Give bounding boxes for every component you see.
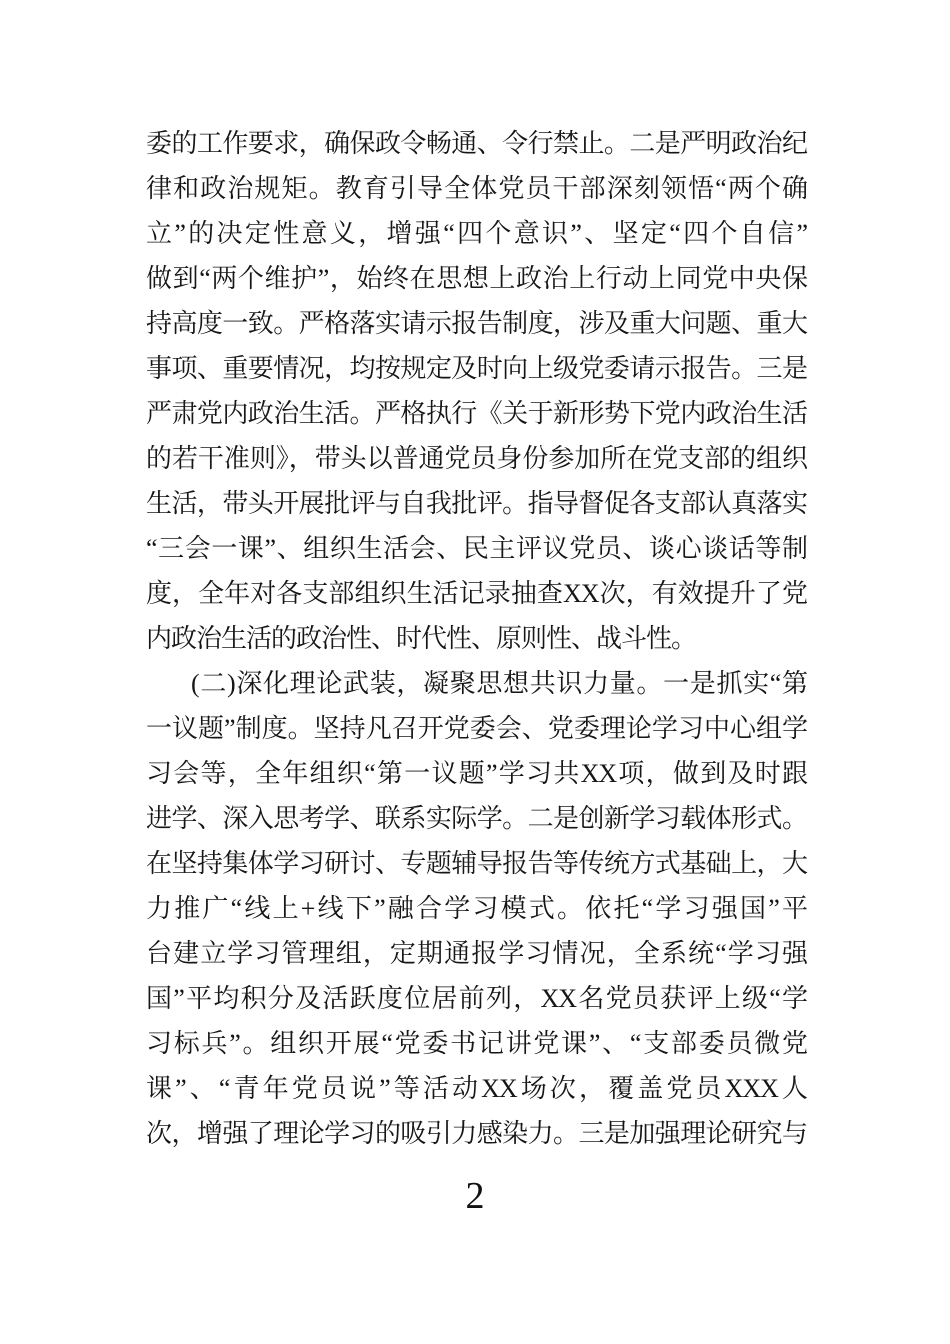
text-line: 做到“两个维护”，始终在思想上政治上行动上同党中央保 — [146, 264, 807, 293]
text-line: 度，全年对各支部组织生活记录抽查XX次，有效提升了党 — [146, 579, 807, 608]
text-line: 力推广“线上+线下”融合学习模式。依托“学习强国”平 — [146, 894, 807, 923]
text-line: 生活，带头开展批评与自我批评。指导督促各支部认真落实 — [146, 489, 807, 518]
text-line: 台建立学习管理组，定期通报学习情况，全系统“学习强 — [146, 939, 807, 968]
text-line: 一议题”制度。坚持凡召开党委会、党委理论学习中心组学 — [146, 714, 807, 743]
text-line: 国”平均积分及活跃度位居前列，XX名党员获评上级“学 — [146, 984, 807, 1013]
paragraph-political-discipline — [146, 121, 807, 661]
page-number: 2 — [465, 1175, 485, 1217]
text-line: “三会一课”、组织生活会、民主评议党员、谈心谈话等制 — [146, 534, 807, 563]
text-line: (二)深化理论武装，凝聚思想共识力量。一是抓实“第 — [191, 669, 807, 698]
text-line: 律和政治规矩。教育引导全体党员干部深刻领悟“两个确 — [146, 174, 807, 203]
text-line: 次，增强了理论学习的吸引力感染力。三是加强理论研究与 — [146, 1119, 807, 1148]
text-line: 习会等，全年组织“第一议题”学习共XX项，做到及时跟 — [146, 759, 807, 788]
document-body — [146, 121, 807, 1156]
text-line: 内政治生活的政治性、时代性、原则性、战斗性。 — [146, 624, 697, 653]
text-line: 进学、深入思考学、联系实际学。二是创新学习载体形式。 — [146, 804, 807, 833]
text-line: 习标兵”。组织开展“党委书记讲党课”、“支部委员微党 — [146, 1029, 807, 1058]
text-line: 委的工作要求，确保政令畅通、令行禁止。二是严明政治纪 — [146, 129, 807, 158]
text-line: 在坚持集体学习研讨、专题辅导报告等传统方式基础上，大 — [146, 849, 807, 878]
text-line: 严肃党内政治生活。严格执行《关于新形势下党内政治生活 — [146, 399, 807, 428]
text-line: 的若干准则》，带头以普通党员身份参加所在党支部的组织 — [146, 444, 807, 473]
text-line: 事项、重要情况，均按规定及时向上级党委请示报告。三是 — [146, 354, 807, 383]
text-line: 课”、“青年党员说”等活动XX场次，覆盖党员XXX人 — [146, 1074, 807, 1103]
text-line: 持高度一致。严格落实请示报告制度，涉及重大问题、重大 — [146, 309, 807, 338]
paragraph-theory-armament — [146, 661, 807, 1156]
text-line: 立”的决定性意义，增强“四个意识”、坚定“四个自信” — [146, 219, 807, 248]
